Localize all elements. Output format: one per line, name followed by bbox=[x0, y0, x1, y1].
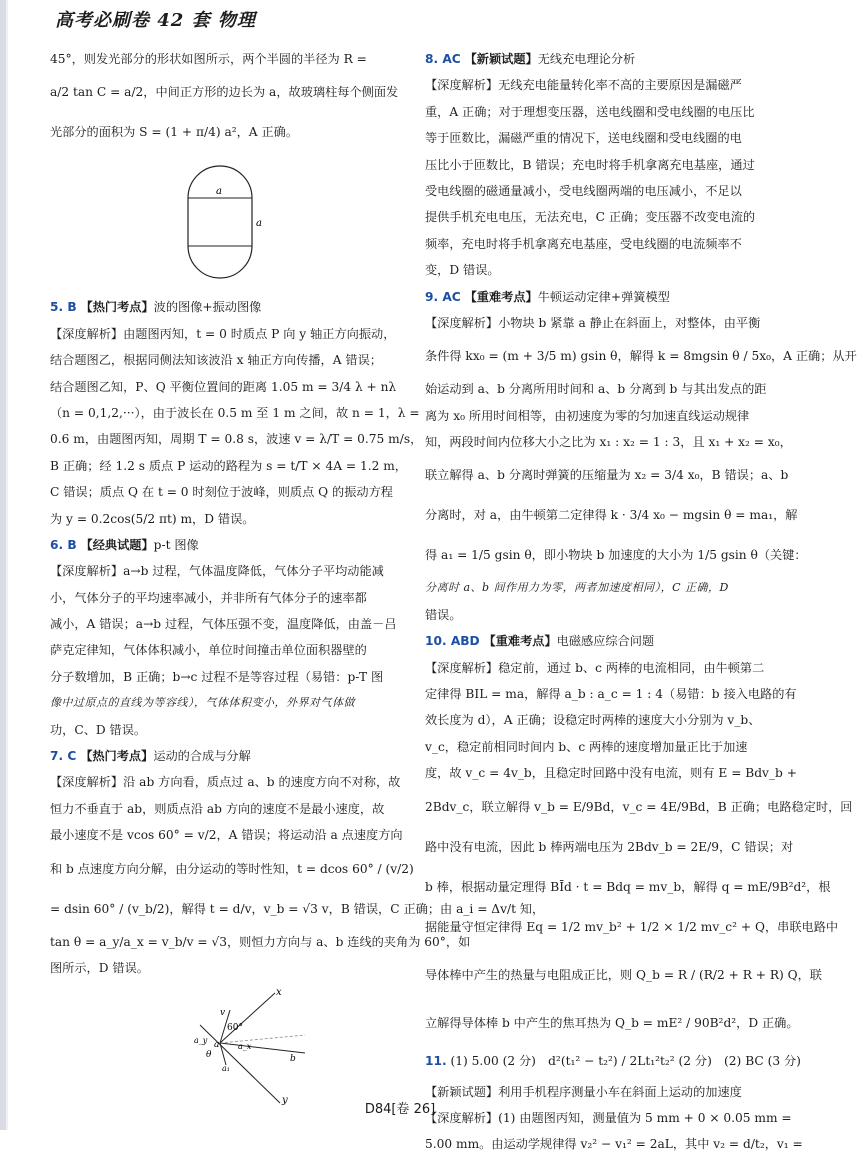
text-line: 最小速度不是 vcos 60° = v/2，A 错误；将运动沿 a 点速度方向 bbox=[50, 828, 403, 843]
text-line: 等于匝数比，漏磁严重的情况下，送电线圈和受电线圈的电 bbox=[425, 131, 742, 146]
ay-label: a_y bbox=[194, 1036, 208, 1046]
text-line: a/2 tan C = a/2，中间正方形的边长为 a，故玻璃柱每个侧面发 bbox=[50, 85, 399, 100]
text-line: 重，A 正确；对于理想变压器，送电线圈和受电线圈的电压比 bbox=[425, 104, 755, 119]
text-line: 光部分的面积为 S = (1 + π/4) a²，A 正确。 bbox=[50, 125, 299, 140]
text-line: 2Bdv_c，联立解得 v_b = E/9Bd，v_c = 4E/9Bd，B 正确；电路稳定时，回 bbox=[425, 799, 853, 814]
text-line: 【新颖试题】利用手机程序测量小车在斜面上运动的加速度 bbox=[425, 1084, 742, 1099]
page-header: 高考必刷卷 42 套 物理 bbox=[55, 10, 256, 31]
question-10-header bbox=[425, 628, 770, 654]
text-line: 恒力不垂直于 ab，则质点沿 ab 方向的速度不是最小速度，故 bbox=[50, 801, 385, 816]
text-line: 知，两段时间内位移大小之比为 x₁ : x₂ = 1 : 3，且 x₁ + x₂ = x₀， bbox=[425, 435, 792, 450]
question-tag: 【重难考点】 bbox=[483, 634, 557, 649]
text-line: 0.6 m，由题图丙知，周期 T = 0.8 s，波速 v = λ/T = 0.75 m/s， bbox=[50, 432, 423, 447]
y-axis bbox=[200, 1025, 280, 1103]
text-line: 小，气体分子的平均速率减小，并非所有气体分子的速率都 bbox=[50, 590, 367, 605]
text-line: 条件得 kx₀ = (m + 3/5 m) gsin θ，解得 k = 8mgsin θ / 5x₀，A 正确；从开 bbox=[425, 349, 857, 364]
text-line: 【深度解析】(1) 由题图丙知，测量值为 5 mm + 0 × 0.05 mm = bbox=[425, 1110, 792, 1125]
question-tag: 【热门考点】 bbox=[80, 749, 154, 764]
question-tag: 【经典试题】 bbox=[80, 537, 154, 552]
text-line: 压比小于匝数比，B 错误；充电时将手机拿离充电基座，通过 bbox=[425, 157, 755, 172]
question-7-header bbox=[50, 743, 412, 769]
text-line: 分离时 a、b 间作用力为零，两者加速度相同），C 正确，D bbox=[425, 581, 729, 595]
text-line: 分离时，对 a，由牛顿第二定律得 k · 3/4 x₀ − mgsin θ = ma₁，解 bbox=[425, 508, 798, 523]
text-line: 得 a₁ = 1/5 gsin θ，即小物块 b 加速度的大小为 1/5 gsin θ（关键： bbox=[425, 548, 807, 563]
text-line: B 正确；经 1.2 s 质点 P 运动的路程为 s = t/T × 4A = 1.2 m， bbox=[50, 458, 407, 473]
point-b-label: b bbox=[290, 1054, 296, 1065]
text-line: 为 y = 0.2cos(5/2 πt) m，D 错误。 bbox=[50, 511, 255, 526]
text-line: 变，D 错误。 bbox=[425, 263, 500, 278]
text-line: 萨克定律知，气体体积减小，单位时间撞击单位面积器壁的 bbox=[50, 643, 367, 658]
text-line: 【深度解析】沿 ab 方向看，质点过 a、b 的速度方向不对称，故 bbox=[50, 775, 401, 790]
text-line: b 棒，根据动量定理得 BĪd · t = Bdq = mv_b，解得 q = mE/9B²d²，根 bbox=[425, 879, 831, 894]
text-line: 图所示，D 错误。 bbox=[50, 960, 149, 975]
question-number: 6. B bbox=[50, 537, 77, 552]
point-a-label: a bbox=[214, 1040, 220, 1051]
label-a: a bbox=[216, 186, 222, 198]
question-number: 7. C bbox=[50, 749, 77, 764]
force-figure bbox=[50, 981, 412, 1111]
text-line: 5.00 mm。由运动学规律得 v₂² − v₁² = 2aL，其中 v₂ = d/t₂，v₁ = bbox=[425, 1137, 803, 1152]
question-topic: 波的图像+振动图像 bbox=[153, 300, 262, 315]
stadium-diagram bbox=[180, 158, 260, 286]
text-line: 【深度解析】小物块 b 紧靠 a 静止在斜面上，对整体，由平衡 bbox=[425, 315, 761, 330]
text-line: tan θ = a_y/a_x = v_b/v = √3，则恒力方向与 a、b 连线的夹角为 60°，如 bbox=[50, 934, 471, 949]
text-line: 导体棒中产生的热量与电阻成正比，则 Q_b = R / (R/2 + R + R) Q，联 bbox=[425, 967, 822, 982]
text-line: C 错误；质点 Q 在 t = 0 时刻位于波峰，则质点 Q 的振动方程 bbox=[50, 485, 393, 500]
question-topic: 牛顿运动定律+弹簧模型 bbox=[537, 289, 670, 304]
text-line: 和 b 点速度方向分解，由分运动的等时性知，t = dcos 60° / (v/2) bbox=[50, 861, 414, 876]
text-line: 度，故 v_c = 4v_b，且稳定时回路中没有电流，则有 E = Bdv_b + bbox=[425, 766, 797, 781]
text-line: v_c，稳定前相同时间内 b、c 两棒的速度增加量正比于加速 bbox=[425, 739, 748, 754]
question-number: 5. B bbox=[50, 300, 77, 315]
text-line: 提供手机充电电压，无法充电，C 正确；变压器不改变电流的 bbox=[425, 210, 756, 225]
stadium-outline bbox=[188, 166, 252, 278]
x-label: x bbox=[276, 987, 282, 999]
question-topic: p-t 图像 bbox=[153, 537, 199, 552]
a1-label: a₁ bbox=[222, 1064, 230, 1074]
ax-label: a_x bbox=[238, 1042, 252, 1052]
question-number: 11. bbox=[425, 1053, 447, 1068]
text-line: 功，C、D 错误。 bbox=[50, 722, 147, 737]
label-side: a bbox=[256, 218, 262, 230]
text-line: 频率，充电时将手机拿离充电基座，受电线圈的电流频率不 bbox=[425, 236, 742, 251]
question-tag: 【新颖试题】 bbox=[464, 52, 538, 66]
text-line: 45°，则发光部分的形状如图所示，两个半圆的半径为 R = bbox=[50, 52, 367, 66]
text-line: 分子数增加，B 正确；b→c 过程不是等容过程（易错：p-T 图 bbox=[50, 669, 384, 684]
page-spine-edge bbox=[6, 0, 8, 1130]
question-topic: 运动的合成与分解 bbox=[153, 749, 251, 764]
question-5-header bbox=[50, 294, 412, 320]
text-line: 定律得 BIL = ma，解得 a_b : a_c = 1 : 4（易错：b 接入电路的有 bbox=[425, 687, 797, 702]
text-line: 效长度为 d），A 正确；设稳定时两棒的速度大小分别为 v_b、 bbox=[425, 713, 761, 728]
question-answer: (1) 5.00 (2 分) d²(t₁² − t₂²) / 2Lt₁²t₂² (2 分) (2) BC (3 分) bbox=[450, 1053, 801, 1068]
question-8-header bbox=[425, 46, 770, 72]
question-number: 9. AC bbox=[425, 289, 461, 304]
a1-arrow bbox=[220, 1043, 226, 1065]
y-label: y bbox=[282, 1095, 288, 1107]
text-line: = dsin 60° / (v_b/2)，解得 t = d/v，v_b = √3 v，B 错误，C 正确；由 a_i = Δv/t 知， bbox=[50, 901, 545, 916]
question-11-header bbox=[425, 1043, 801, 1079]
question-9-header bbox=[425, 284, 770, 310]
angle-label: 60° bbox=[227, 1023, 243, 1034]
text-line: 据能量守恒定律得 Eq = 1/2 mv_b² + 1/2 × 1/2 mv_c² + Q，串联电路中 bbox=[425, 919, 839, 934]
text-line: 错误。 bbox=[425, 607, 462, 622]
text-line: 像中过原点的直线为等容线），气体体积变小，外界对气体做 bbox=[50, 696, 355, 710]
question-number: 10. ABD bbox=[425, 634, 480, 649]
page-footer: D84[卷 26] bbox=[364, 1102, 436, 1117]
text-line: 结合题图乙知，P、Q 平衡位置间的距离 1.05 m = 3/4 λ + nλ bbox=[50, 379, 397, 394]
question-topic: 无线充电理论分析 bbox=[537, 52, 636, 66]
question-tag: 【热门考点】 bbox=[80, 300, 154, 315]
right-column bbox=[425, 46, 857, 1158]
ab-line bbox=[220, 1043, 305, 1053]
stadium-figure bbox=[50, 152, 412, 294]
dashed-line bbox=[220, 1035, 305, 1043]
text-line: 立解得导体棒 b 中产生的焦耳热为 Q_b = mE² / 90B²d²，D 正确。 bbox=[425, 1015, 799, 1030]
text-line: 离为 x₀ 所用时间相等，由初速度为零的匀加速直线运动规律 bbox=[425, 408, 750, 423]
question-tag: 【重难考点】 bbox=[464, 289, 538, 304]
text-line: 路中没有电流，因此 b 棒两端电压为 2Bdv_b = 2E/9，C 错误；对 bbox=[425, 839, 794, 854]
question-6-header bbox=[50, 532, 412, 558]
question-topic: 电磁感应综合问题 bbox=[556, 634, 655, 649]
theta-label: θ bbox=[206, 1050, 212, 1061]
velocity-diagram bbox=[160, 985, 310, 1105]
x-axis bbox=[220, 993, 275, 1043]
text-line: 结合题图乙，根据同侧法知该波沿 x 轴正方向传播，A 错误； bbox=[50, 353, 382, 368]
v-label: v bbox=[220, 1008, 226, 1019]
text-line: 减小，A 错误；a→b 过程，气体压强不变，温度降低，由盖－吕 bbox=[50, 617, 397, 632]
text-line: 始运动到 a、b 分离所用时间和 a、b 分离到 b 与其出发点的距 bbox=[425, 382, 767, 397]
text-line: 受电线圈的磁通量减小，受电线圈两端的电压减小，不足以 bbox=[425, 183, 742, 198]
text-line: 【深度解析】由题图丙知，t = 0 时质点 P 向 y 轴正方向振动， bbox=[50, 326, 396, 341]
text-line: （n = 0,1,2,···），由于波长在 0.5 m 至 1 m 之间，故 n = 1，λ = bbox=[50, 405, 420, 420]
text-line: 联立解得 a、b 分离时弹簧的压缩量为 x₂ = 3/4 x₀，B 错误；a、b bbox=[425, 468, 789, 483]
text-line: 【深度解析】稳定前，通过 b、c 两棒的电流相同，由牛顿第二 bbox=[425, 660, 765, 675]
text-line: 【深度解析】a→b 过程，气体温度降低，气体分子平均动能减 bbox=[50, 564, 384, 579]
question-number: 8. AC bbox=[425, 52, 461, 66]
text-line: 【深度解析】无线充电能量转化率不高的主要原因是漏磁严 bbox=[425, 78, 742, 93]
